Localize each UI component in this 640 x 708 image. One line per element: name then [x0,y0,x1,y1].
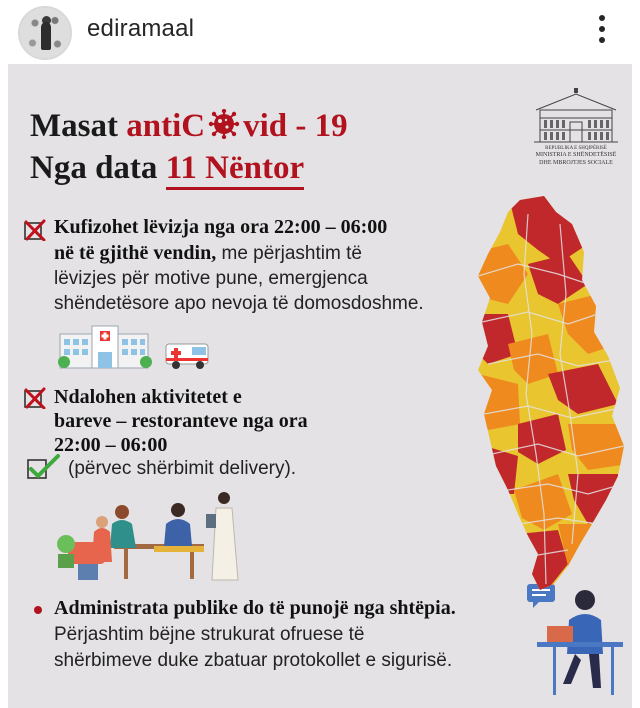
restaurant-illustration [54,484,254,586]
poster-subtitle [30,150,304,187]
profile-avatar[interactable] [18,6,72,60]
ministry-name [526,146,626,167]
hospital-ambulance-illustration [56,322,216,372]
ministry-line-2: MINISTRIA E SHËNDETËSISË [535,152,617,159]
post-header [0,0,640,64]
bullet-point [34,606,42,614]
title-anti: anti [126,108,182,144]
subtitle-prefix: Nga data [30,150,158,186]
cross-icon [24,387,46,409]
section1-line3: lëvizjes për motive pune, emergjenca [54,268,368,289]
section3-line2: Përjashtim bëjne strukurat ofruese të [54,624,365,645]
section1-line2-rest: me përjashtim të [216,243,362,264]
checkmark-icon [26,454,60,482]
title-number: - 19 [295,108,348,144]
title-c: C [181,108,206,144]
section2-line2: bareve – restoranteve nga ora [54,410,308,432]
section1-line1: Kufizohet lëvizja nga ora 22:00 – 06:00 [54,216,388,238]
section1-line2-bold: në të gjithë vendin, [54,242,217,264]
section1-line4: shëndetësore apo nevoja të domosdoshme. [54,293,424,314]
ministry-line-1: REPUBLIKA E SHQIPËRISË [545,146,607,151]
cross-icon [24,219,46,241]
post-image[interactable] [8,64,632,708]
albania-map [448,194,632,594]
more-options-icon[interactable] [588,12,616,46]
username-link[interactable]: ediramaal [87,15,195,42]
ministry-logo [526,86,626,174]
subtitle-date: 11 Nëntor [166,150,304,190]
section2-line1: Ndalohen aktivitetet e [54,386,242,408]
section2-line3: 22:00 – 06:00 [54,434,168,456]
remote-work-illustration [523,580,627,700]
section3-line1: Administrata publike do të punojë nga shtëpia. [54,597,456,619]
poster-title [30,108,348,145]
title-vid: vid [243,108,288,144]
virus-icon [206,109,242,139]
ministry-line-3: DHE MBROJTJES SOCIALE [539,159,613,166]
title-masat: Masat [30,108,118,144]
section3-line3: shërbimeve duke zbatuar protokollet e sigurisë. [54,650,453,671]
section2-line4: (përvec shërbimit delivery). [68,458,297,479]
section1-line2 [54,242,362,265]
ministry-building-icon [526,86,626,146]
